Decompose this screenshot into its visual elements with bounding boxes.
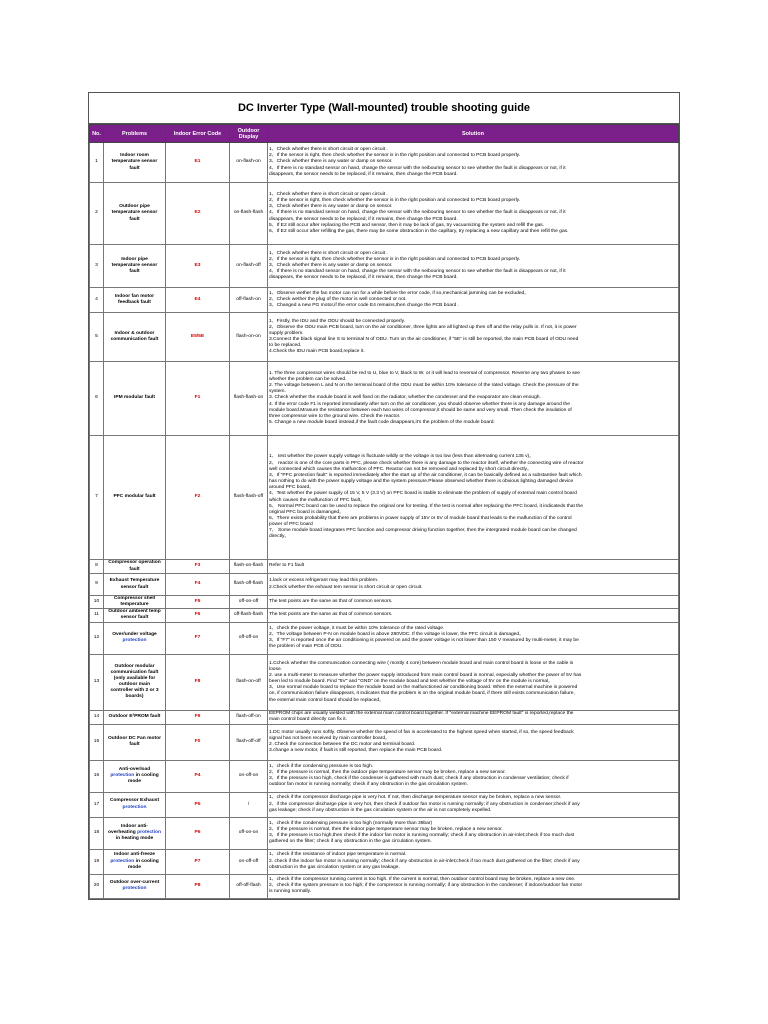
table-row: [90, 183, 679, 245]
problem-cell: [104, 183, 166, 245]
problem-text: Anti-overload: [118, 766, 151, 772]
problem-text: Over/under voltage: [112, 631, 157, 637]
outdoor-display: flash-on-off: [230, 654, 268, 710]
problem-cell: [104, 288, 166, 313]
solution-line: power of PFC board: [269, 522, 313, 528]
problem-cell: [104, 874, 166, 898]
solution-line: which causes the malfunction of PFC fault。: [269, 497, 365, 503]
table-row: [90, 596, 679, 609]
problem-text: Indoor fan motor feedback fault: [114, 293, 155, 305]
solution-line: outdoor fan motor is running normally; check if any obstruction in the gas circulation system.: [269, 782, 468, 788]
solution-line: 3、If the pressure is too high,then check if the indoor fan motor is running normally; check if any obstruction in air-inlet;check if too much dust: [269, 833, 575, 839]
solution-line: been led to module board. Find "5V" and "GND" on the module board and test whether the voltage of 5V on the module is normal。: [269, 679, 553, 685]
table-row: [90, 874, 679, 898]
problem-text: Indoor & outdoor communication fault: [110, 330, 159, 342]
indoor-error-code: F7: [166, 622, 230, 654]
problem-text: protection: [110, 858, 135, 864]
solution-line: the problem of main PCB of ODU.: [269, 644, 343, 650]
table-row: [90, 654, 679, 710]
solution-line: 2、Observe the ODU main PCB board, turn on the air conditioner, three lights are all lighted up then off and the relay pulls in. If not, it is power: [269, 324, 577, 330]
table-row: [90, 245, 679, 288]
outdoor-display: off-flash-on: [230, 288, 268, 313]
solution-line: 3、Check whether there is any water or damp on sensor.: [269, 262, 393, 268]
solution-line: 2、check if the system pressure is too high; if the compressor is running normally; if any obstruction in the condenser; if indoor/outdoor fan motor: [269, 883, 583, 889]
row-number: 12: [90, 622, 104, 654]
problem-cell: [104, 436, 166, 560]
outdoor-display: on-flash-flash: [230, 183, 268, 245]
row-number: 8: [90, 560, 104, 574]
solution-line: supply problem.: [269, 330, 304, 336]
solution-cell: [268, 436, 679, 560]
header-outdoor-display: Outdoor Display: [230, 125, 268, 143]
table-row: [90, 724, 679, 760]
solution-line: obstruction in the gas circulation system or any gas leakage.: [269, 864, 400, 870]
header-no: No.: [90, 125, 104, 143]
solution-cell: [268, 574, 679, 596]
problem-text: Compressor operation fault: [108, 560, 161, 572]
problem-cell: [104, 609, 166, 622]
indoor-error-code: E4: [166, 288, 230, 313]
table-row: [90, 849, 679, 874]
problem-text: Compressor shell temperature: [113, 596, 156, 608]
solution-line: 2、 reactor is one of the core parts in PFC, please check whether there is any damage to the reactor itself, whether the connecting wire of reactor: [269, 460, 584, 466]
outdoor-display: flash-off-on: [230, 710, 268, 724]
solution-line: 1.lack or excess refrigerant may lead this problem.: [269, 578, 379, 584]
indoor-error-code: P6: [166, 817, 230, 849]
solution-line: 2、If the pressure is normal, then the indoor pipe temperature sensor may be broken, replace a new sensor.: [269, 826, 503, 832]
solution-line: 3、Check whether there is any water or damp on sensor.: [269, 204, 393, 210]
fault-table: [89, 124, 679, 899]
table-row: [90, 622, 679, 654]
solution-line: 5、If E2 still occur after replacing the PCB and sensor, then it may be lack of gas, try vacuumizing the system and refill the gas.: [269, 222, 545, 228]
solution-line: gas leakage; check if any obstruction in the gas circulation system or the air is not completely expelled.: [269, 807, 492, 813]
outdoor-display: off-off-on: [230, 622, 268, 654]
solution-line: main control board directly can fix it.: [269, 717, 348, 723]
solution-line: EEPROM chips are usually welded with the external main control board together. If "external machine EEPROM fault" is reported,replace the: [269, 710, 574, 716]
solution-line: gathered on the filter; check if any obstruction in the gas circulation system.: [269, 839, 432, 845]
solution-line: 4.Check the IDU main PCB board,replace it.: [269, 349, 365, 355]
solution-line: 3. Check whether the module board is well fixed on the radiator, whether the condenser and the evaporator are clean enough.: [269, 395, 541, 401]
indoor-error-code: P8: [166, 874, 230, 898]
row-number: 9: [90, 574, 104, 596]
indoor-error-code: P7: [166, 849, 230, 874]
table-row: [90, 288, 679, 313]
indoor-error-code: F9: [166, 710, 230, 724]
solution-line: has nothing to do with the power supply voltage and the system pressure.Please observed whether there is obvious lighting damaged device: [269, 479, 574, 485]
table-row: [90, 560, 679, 574]
problem-text: Outdoor E²PROM fault: [108, 714, 161, 720]
solution-line: 3、If "F7" is reported once the air conditioning is powered on and the power voltage is not lower than 150 V measured by multi-meter, it may be: [269, 638, 579, 644]
row-number: 10: [90, 596, 104, 609]
problem-cell: [104, 574, 166, 596]
solution-line: 1、check if the compressor running current is too high. If the current is normal, then outdoor control board may be broken, replace a new one.: [269, 876, 576, 882]
solution-cell: [268, 874, 679, 898]
solution-line: The test points are the same as that of common sensors.: [269, 612, 393, 618]
solution-line: the external main control board should be replaced。: [269, 697, 384, 703]
solution-line: 2、If the sensor is right, then check whether the sensor is in the right position and connected to PCB board properly.: [269, 153, 521, 159]
problem-cell: [104, 792, 166, 817]
indoor-error-code: F8: [166, 654, 230, 710]
solution-line: original PFC board is damanged。: [269, 509, 345, 515]
outdoor-display: on-flash-on: [230, 143, 268, 183]
table-row: [90, 817, 679, 849]
solution-line: 5、 Normal PFC board can be used to replace the original one for testing. If the test is normal after replacing the PFC board, it indicateds that the: [269, 503, 583, 509]
solution-line: 2. use a multi-meter to measure whether the power supply introduced from main control board is normal, especially whether the power of 5V has: [269, 672, 582, 678]
indoor-error-code: E1: [166, 143, 230, 183]
solution-line: 4、If there is no standard sensor on hand, change the sensor with the neibouring sensor to see whether the fault is disappears or not, if it: [269, 165, 566, 171]
problem-cell: [104, 313, 166, 362]
solution-cell: [268, 596, 679, 609]
solution-line: Refer to F1 fault: [269, 563, 305, 569]
row-number: 15: [90, 724, 104, 760]
solution-cell: [268, 183, 679, 245]
indoor-error-code: F0: [166, 724, 230, 760]
solution-line: signal has not been received by main controller board。: [269, 735, 390, 741]
solution-line: 3.Connect the black signal line S to terminal N of ODU. Turn on the air conditioner, if "5E" is still be reported, the main PCB board of ODU need: [269, 337, 579, 342]
solution-line: system.: [269, 389, 286, 395]
outdoor-display: /: [230, 792, 268, 817]
outdoor-display: flash-on-flash: [230, 560, 268, 574]
problem-text: Exhaust Temperature sensor fault: [109, 578, 160, 590]
solution-line: 1、Observe wether the fan motor can run for a while before the error code, if so,mechanical jamming can be excluded。: [269, 290, 530, 296]
problem-text: Outdoor modular communication fault (only available for outdoor main controller with 2 or 3 boards): [110, 663, 159, 700]
solution-cell: [268, 710, 679, 724]
table-header-row: [90, 125, 679, 143]
solution-cell: [268, 560, 679, 574]
solution-line: whether the problem can be solved.: [269, 376, 347, 382]
trouble-shooting-sheet: [88, 92, 680, 900]
problem-cell: [104, 362, 166, 436]
solution-cell: [268, 245, 679, 288]
table-row: [90, 362, 679, 436]
outdoor-display: flash-off-flash: [230, 574, 268, 596]
table-row: [90, 710, 679, 724]
row-number: 17: [90, 792, 104, 817]
problem-text: in heating mode: [115, 836, 154, 842]
indoor-error-code: F4: [166, 574, 230, 596]
solution-line: 7、 Some module board integrates PFC function and compressor driving function together, then the intergrated module board can be changed: [269, 528, 577, 534]
page-title: DC Inverter Type (Wall-mounted) trouble shooting guide: [89, 93, 679, 124]
problem-cell: [104, 654, 166, 710]
outdoor-display: on-off-on: [230, 760, 268, 792]
solution-line: 2. The voltage between L and N on the terminal board of the ODU must be within 10% tolerance of the rated voltage. Check the pressure of the: [269, 383, 579, 389]
solution-line: 3、Use normal module board to replace the module board on the malfunctioned air conditioning board. When the external machine is powered: [269, 685, 578, 691]
problem-text: Outdoor DC Fan motor fault: [108, 735, 161, 748]
solution-line: 1、check the power voltage, it must be within 10% tolerance of the rated voltage.: [269, 625, 445, 631]
row-number: 4: [90, 288, 104, 313]
row-number: 5: [90, 313, 104, 362]
indoor-error-code: F2: [166, 436, 230, 560]
table-row: [90, 792, 679, 817]
solution-line: 4、If there is no standard sensor on hand, change the sensor with the neibouring sensor to see whether the fault is disappears or not, if it: [269, 210, 566, 216]
solution-line: 1、check if the condensing pressure is too high (normally more than 39bar): [269, 820, 433, 826]
indoor-error-code: F6: [166, 609, 230, 622]
problem-cell: [104, 560, 166, 574]
solution-line: 3、Changed a new PG motor,if the error code E4 remains,then change the PCB board .: [269, 303, 460, 309]
row-number: 16: [90, 760, 104, 792]
row-number: 14: [90, 710, 104, 724]
outdoor-display: off-off-flash: [230, 874, 268, 898]
solution-line: 2、Check wether the plug of the motor is well connected or not.: [269, 296, 407, 302]
solution-line: 2.Check whether the exhaust tem sensor is short circuit or open circuit.: [269, 584, 423, 590]
table-row: [90, 436, 679, 560]
solution-line: disappears, the sensor needs to be replaced, if it remains, then change the PCB board.: [269, 275, 458, 281]
header-problems: Problems: [104, 125, 166, 143]
problem-text: IPM modular fault: [113, 395, 156, 401]
header-indoor-error-code: Indoor Error Code: [166, 125, 230, 143]
solution-line: disappears, the sensor needs to be replaced, if it remains, then change the PCB board.: [269, 216, 458, 222]
solution-cell: [268, 849, 679, 874]
problem-text: Indoor anti-overheating: [108, 823, 148, 836]
solution-line: 4、If there is no standard sensor on hand, change the sensor with the neibouring sensor to see whether the fault is disappears or not, if it: [269, 269, 566, 275]
row-number: 20: [90, 874, 104, 898]
problem-text: Outdoor pipe temperature sensor fault: [111, 204, 158, 222]
solution-line: disappears, the sensor needs to be replaced, if it remains, then change the PCB board.: [269, 171, 458, 177]
problem-text: Outdoor over-current: [109, 879, 160, 885]
problem-cell: [104, 849, 166, 874]
solution-line: 2 .Check the connection between the DC motor and terminal board.: [269, 742, 416, 748]
row-number: 2: [90, 183, 104, 245]
problem-text: Indoor room temperature sensor fault: [111, 153, 158, 171]
problem-text: PFC modular fault: [113, 494, 156, 500]
problem-text: protection: [122, 804, 147, 810]
solution-line: around PFC board。: [269, 485, 315, 491]
solution-cell: [268, 817, 679, 849]
solution-line: 2. check if the indoor fan motor is running normally; check if any obstruction in air-inlet;check if too much dust gathered on the filter; check if any: [269, 858, 580, 864]
problem-cell: [104, 817, 166, 849]
solution-line: 2、if the compressor discharge pipe is very hot, then check if outdoor fan motor is running normally; if any obstruction in condenser;check if any: [269, 801, 580, 807]
table-row: [90, 574, 679, 596]
solution-cell: [268, 609, 679, 622]
solution-line: 6、There exists probability that there are problems in power supply of 15V or 5V of module board that leads to the malfunction of the control: [269, 515, 572, 521]
solution-line: 2、If the sensor is right, then check whether the sensor is in the right position and connected to PCB board properly.: [269, 256, 521, 262]
problem-text: protection: [122, 886, 147, 892]
problem-text: protection: [137, 830, 162, 836]
solution-line: loose.: [269, 666, 283, 672]
problem-cell: [104, 245, 166, 288]
problem-cell: [104, 143, 166, 183]
solution-cell: [268, 724, 679, 760]
row-number: 19: [90, 849, 104, 874]
problem-text: Indoor pipe temperature sensor fault: [111, 256, 158, 275]
outdoor-display: flash-off-off: [230, 724, 268, 760]
solution-line: 2、If the sensor is right, then check whether the sensor is in the right position and connected to PCB board properly.: [269, 198, 521, 204]
problem-text: Outdoor ambient temp sensor fault: [108, 609, 161, 621]
problem-cell: [104, 724, 166, 760]
solution-line: 3、Check whether there is any water or damp on sensor.: [269, 159, 393, 165]
solution-line: 3.change a new motor, if fault is still reported, then replace the main PCB board.: [269, 748, 443, 754]
solution-line: directly。: [269, 534, 290, 540]
outdoor-display: off-on-on: [230, 817, 268, 849]
solution-line: on, if communication failure disappears, it indicates that the problem is on the original module board, if there still exists communication failure,: [269, 691, 575, 697]
problem-text: Indoor anti-freeze: [113, 852, 156, 858]
solution-cell: [268, 792, 679, 817]
solution-line: module board.Mrasure the resistance between each two wires of compressor,it should be same and very small. Then check the insulation of: [269, 407, 572, 413]
solution-line: 1、check if the resistance of indoor pipe temperature is normal.: [269, 852, 407, 858]
table-row: [90, 760, 679, 792]
problem-cell: [104, 760, 166, 792]
row-number: 18: [90, 817, 104, 849]
problem-text: protection: [122, 638, 147, 644]
outdoor-display: flash-flash-off: [230, 436, 268, 560]
solution-cell: [268, 622, 679, 654]
outdoor-display: flash-flash-on: [230, 362, 268, 436]
solution-line: 1、check if the compressor discharge pipe is very hot. If not, then discharge temperature sensor may be broken, replace a new sensor.: [269, 795, 562, 801]
table-row: [90, 143, 679, 183]
outdoor-display: flash-on-on: [230, 313, 268, 362]
problem-text: protection: [110, 773, 135, 779]
indoor-error-code: P5: [166, 792, 230, 817]
solution-line: 6、If E2 still occur after refilling the gas, there may be some obstruction in the capillary, try replacing a new capillary and then refill the gas.: [269, 228, 569, 234]
solution-line: 1、check if the condensing pressure is too high.: [269, 763, 374, 769]
solution-line: to be replaced.: [269, 343, 302, 349]
problem-text: in cooling mode: [127, 773, 159, 785]
solution-line: 5. Change a new module board instead,if the fault code disappears,it's the problem of the module board.: [269, 420, 495, 426]
solution-line: 2、The voltage between P-N on module board is above 280VDC. If the voltage is lower, the PFC circuit is damaged。: [269, 631, 524, 637]
indoor-error-code: F1: [166, 362, 230, 436]
problem-cell: [104, 596, 166, 609]
solution-line: 1.DC motor usually runs softly. Observe whether the speed of fan is accelerated to the highest speed when started, if so, the speed feedback: [269, 729, 574, 735]
solution-line: 1、Check whether there is short circuit or open circuit .: [269, 147, 388, 153]
table-row: [90, 313, 679, 362]
solution-line: well connected which causes the malfunction of PFC. Reactor can not be removed and replaced by short circuit directly。: [269, 466, 532, 472]
indoor-error-code: E3: [166, 245, 230, 288]
indoor-error-code: F3: [166, 560, 230, 574]
row-number: 7: [90, 436, 104, 560]
indoor-error-code: F5: [166, 596, 230, 609]
solution-cell: [268, 143, 679, 183]
solution-cell: [268, 760, 679, 792]
outdoor-display: on-flash-off: [230, 245, 268, 288]
solution-line: 1、Check whether there is short circuit or open circuit .: [269, 250, 388, 256]
indoor-error-code: E5/5E: [166, 313, 230, 362]
row-number: 11: [90, 609, 104, 622]
solution-line: 4、Test whether the power supply of 15 V, 5 V (3.3 V) on PFC board is stable to eliminate the problem of supply of external main control board: [269, 491, 577, 497]
indoor-error-code: P4: [166, 760, 230, 792]
solution-line: 1. The three compressor wires should be red to U, blue to V, black to W. or it will lead to reversal of compressor. Reverse any two phases to see: [269, 370, 580, 376]
outdoor-display: on-off-off: [230, 849, 268, 874]
solution-line: 1.Ccheck whether the communication connecting wire ( mostly 4 core) between module board and main control board is loose or the cable is: [269, 660, 574, 666]
problem-text: Compressor Exhaust: [109, 798, 160, 804]
solution-cell: [268, 654, 679, 710]
outdoor-display: off-flash-flash: [230, 609, 268, 622]
solution-line: 1、Check whether there is short circuit or open circuit .: [269, 191, 388, 197]
solution-line: 3、If "PFC protection fault" is reported immediately after the start up of the air conditioner, it can be basically defined as a substantive fault which: [269, 472, 582, 478]
header-solution: Solution: [268, 125, 679, 143]
row-number: 3: [90, 245, 104, 288]
row-number: 13: [90, 654, 104, 710]
solution-line: three compressor wire to the ground wire. Check the reactor.: [269, 413, 401, 419]
outdoor-display: off-on-off: [230, 596, 268, 609]
problem-cell: [104, 710, 166, 724]
solution-line: is running normally.: [269, 889, 312, 895]
solution-line: The test points are the same as that of common sensors.: [269, 599, 393, 605]
row-number: 6: [90, 362, 104, 436]
solution-cell: [268, 288, 679, 313]
solution-line: 4. If the error code F1 is reported immediately after turn on the air conditioner, you should observe whether there is any damage around the: [269, 401, 570, 407]
solution-cell: [268, 313, 679, 362]
problem-text: in cooling mode: [127, 858, 159, 870]
row-number: 1: [90, 143, 104, 183]
solution-line: 1、Firstly, the IDU and the ODU should be connected properly.: [269, 318, 406, 324]
table-row: [90, 609, 679, 622]
solution-line: 3、If the pressure is too high, check if the condenser is gathered with much dust; check if any obstruction in condenser ventilation; check if: [269, 776, 569, 782]
problem-cell: [104, 622, 166, 654]
indoor-error-code: E2: [166, 183, 230, 245]
solution-line: 2、If the pressure is normal, then the outdoor pipe temperature sensor may be broken, replace a new sensor.: [269, 769, 506, 775]
solution-cell: [268, 362, 679, 436]
solution-line: 1、 test whether the power supply voltage is fluctuate wildly or the voltage is too low (less than alternating current 135 v)。: [269, 454, 535, 460]
